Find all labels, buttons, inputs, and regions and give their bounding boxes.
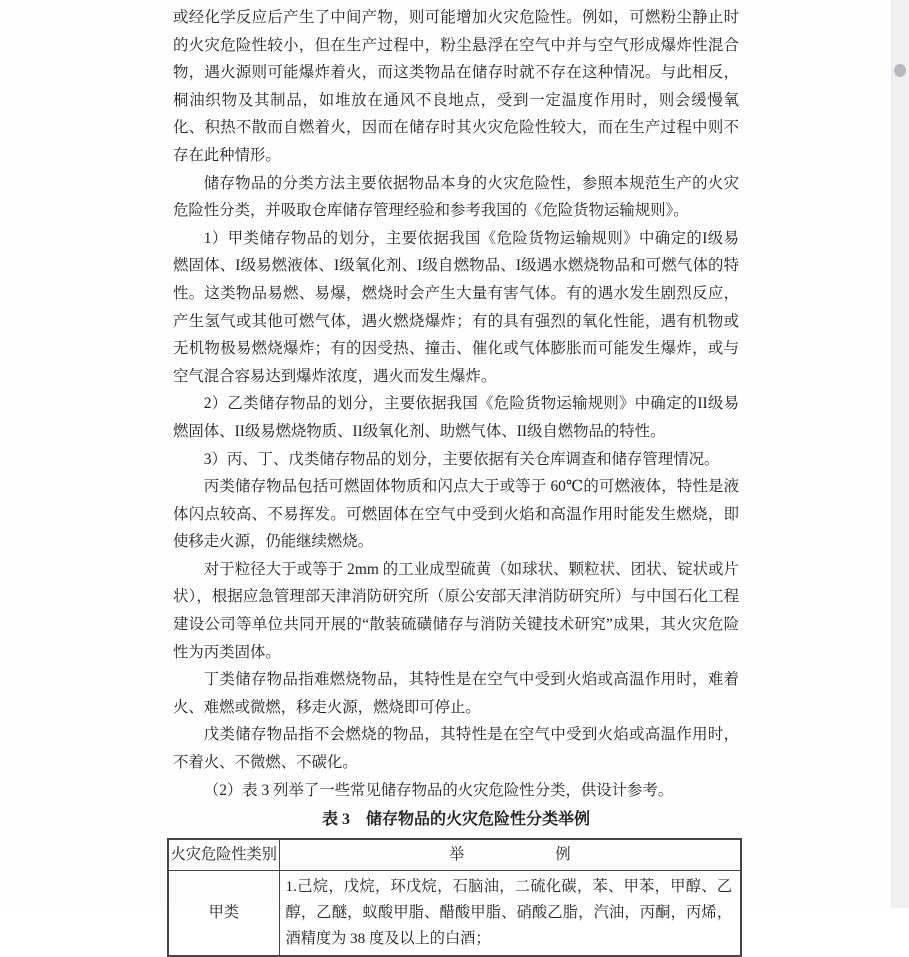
paragraph-bing-definition: 丙类储存物品包括可燃固体物质和闪点大于或等于 60℃的可燃液体，特性是液体闪点较高、不易挥发。可燃固体在空气中受到火焰和高温作用时能发生燃烧，即使移走火源，仍能继续燃烧。	[173, 478, 739, 551]
table-header-category: 火灾危险性类别	[168, 839, 279, 871]
table-cell-examples-jia: 1.己烷，戊烷，环戊烷，石脑油，二硫化碳，苯、甲苯，甲醇、乙醇，乙醚，蚁酸甲脂、醋酸甲脂、硝酸乙脂，汽油，丙酮，丙烯，酒精度为 38 度及以上的白酒；	[279, 871, 741, 957]
table-header-row	[168, 839, 741, 871]
table-row-jia	[168, 871, 741, 957]
paragraph-table-reference: （2）表 3 列举了一些常见储存物品的火灾危险性分类，供设计参考。	[203, 781, 674, 799]
paragraph-sulfur: 对于粒径大于或等于 2mm 的工业成型硫黄（如球状、颗粒状、团状、锭状或片状），根据应急管理部天津消防研究所（原公安部天津消防研究所）与中国石化工程建设公司等单位共同开展的“散装硫磺储存与消防关键技术研究”成果，其火灾危险性为丙类固体。	[173, 560, 739, 661]
text-column	[170, 4, 739, 957]
table-caption: 表 3 储存物品的火灾危险性分类举例	[321, 811, 590, 829]
paragraph-ding-definition: 丁类储存物品指难燃烧物品，其特性是在空气中受到火焰或高温作用时，难着火、难燃或微燃，移走火源，燃烧即可停止。	[173, 671, 739, 716]
hazard-classification-table	[167, 838, 742, 957]
viewer-edge-strip	[891, 0, 909, 908]
paragraph-class-yi: 2）乙类储存物品的划分，主要依据我国《危险货物运输规则》中确定的II级易燃固体、II级易燃烧物质、II级氧化剂、助燃气体、II级自燃物品的特性。	[173, 395, 739, 440]
paragraph-continuation: 或经化学反应后产生了中间产物，则可能增加火灾危险性。例如，可燃粉尘静止时的火灾危险性较小，但在生产过程中，粉尘悬浮在空气中并与空气形成爆炸性混合物，遇火源则可能爆炸着火，而这类物品在储存时就不存在这种情况。与此相反，桐油织物及其制品，如堆放在通风不良地点，受到一定温度作用时，则会缓慢氧化、积热不散而自燃着火，因而在储存时其火灾危险性较大，而在生产过程中则不存在此种情形。	[173, 9, 739, 164]
scrollbar-thumb[interactable]	[894, 64, 906, 77]
table-header-examples: 举 例	[279, 839, 741, 871]
paragraph-classification-method: 储存物品的分类方法主要依据物品本身的火灾危险性，参照本规范生产的火灾危险性分类，并吸取仓库储存管理经验和参考我国的《危险货物运输规则》。	[173, 174, 739, 220]
paragraph-wu-definition: 戊类储存物品指不会燃烧的物品，其特性是在空气中受到火焰或高温作用时，不着火、不微燃、不碳化。	[173, 726, 739, 772]
paragraph-class-jia: 1）甲类储存物品的划分，主要依据我国《危险货物运输规则》中确定的I级易燃固体、I级易燃液体、I级氧化剂、I级自燃物品、I级遇水燃烧物品和可燃气体的特性。这类物品易燃、易爆，燃烧时会产生大量有害气体。有的遇水发生剧烈反应，产生氢气或其他可燃气体，遇火燃烧爆炸；有的具有强烈的氧化性能，遇有机物或无机物极易燃烧爆炸；有的因受热、撞击、催化或气体膨胀而可能发生爆炸，或与空气混合容易达到爆炸浓度，遇火而发生爆炸。	[173, 229, 739, 385]
paragraph-class-bing-ding-wu: 3）丙、丁、戊类储存物品的划分，主要依据有关仓库调查和储存管理情况。	[203, 450, 720, 468]
table-cell-category-jia: 甲类	[168, 871, 279, 957]
